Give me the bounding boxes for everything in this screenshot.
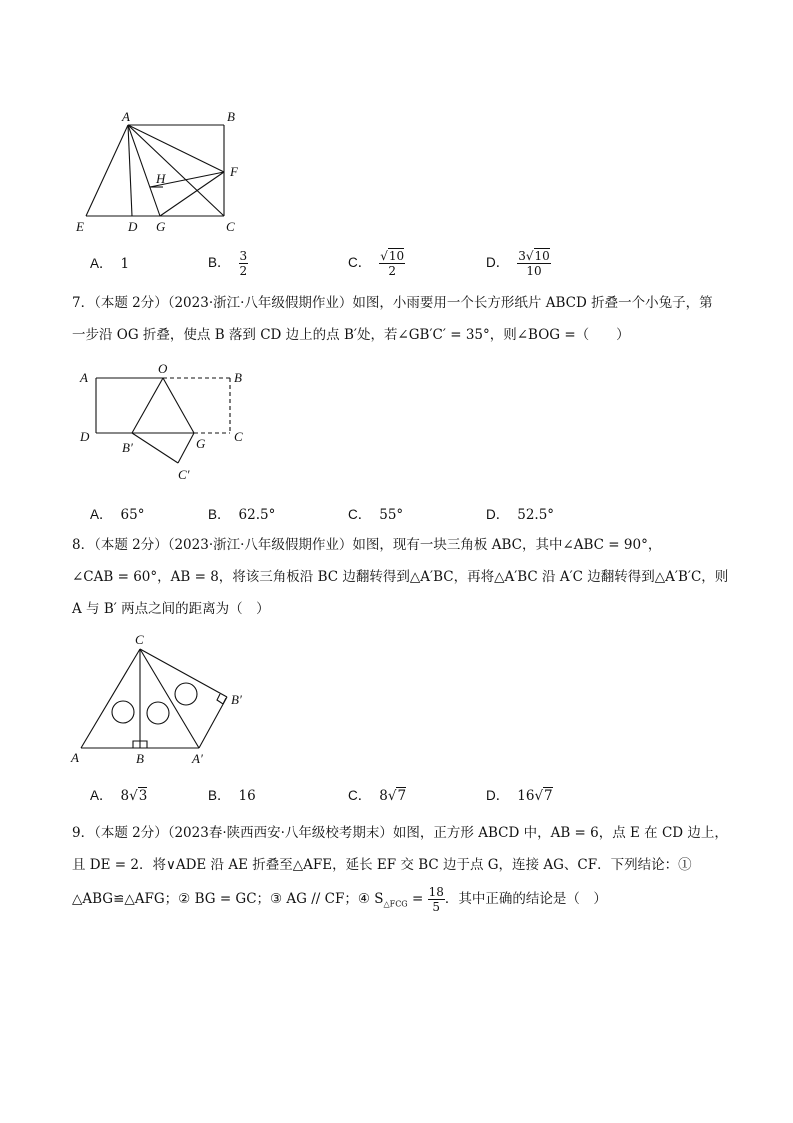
q8-option-c[interactable]: C． 8√7 — [348, 788, 407, 804]
q8-label-b-prime: B′ — [231, 692, 242, 707]
q6-label-c: C — [226, 219, 235, 234]
q6-label-d: D — [128, 219, 138, 234]
q8-label-b: B — [136, 751, 144, 766]
q8-text-line2: ∠CAB = 60°，AB = 8，将该三角板沿 BC 边翻转得到△A′BC，再将△A′BC 沿 A′C 边翻转得到△A′B′C，则 — [72, 569, 729, 585]
q6-option-d[interactable]: D． $\frac{3√10}{10}$ — [486, 249, 550, 278]
q6-label-h: H — [156, 171, 166, 186]
q8-figure — [65, 630, 255, 770]
q6-option-b[interactable]: B． $\frac{3}{2}$ — [208, 249, 248, 278]
q6-label-g: G — [156, 219, 166, 234]
q8-option-d[interactable]: D． 16√7 — [486, 788, 553, 804]
q7-option-c[interactable]: C． 55° — [348, 507, 404, 523]
q9-text-line2: 且 DE = 2．将∨ADE 沿 AE 折叠至△AFE，延长 EF 交 BC 边于点 G，连接 AG、CF．下列结论：① — [72, 857, 692, 873]
q6-label-b: B — [227, 109, 235, 124]
q7-label-c-prime: C′ — [178, 467, 190, 482]
q9-text-line3: △ABG≌△AFG；② BG = GC；③ AG // CF；④ $S_{\triangle FCG}$ = $\frac{18}{5}$ ．其中正确的结论是（ ） — [72, 885, 607, 914]
q7-text-line1: 7．（本题 2分）（2023·浙江·八年级假期作业）如图，小雨要用一个长方形纸片 ABCD 折叠一个小兔子，第 — [72, 295, 713, 311]
q6-option-d-fraction: $\frac{3√10}{10}$ — [518, 249, 550, 278]
q6-label-f: F — [230, 164, 238, 179]
q6-label-e: E — [76, 219, 84, 234]
q8-option-a[interactable]: A． 8√3 — [90, 788, 148, 804]
q7-label-c: C — [234, 429, 243, 444]
q7-text-line2: 一步沿 OG 折叠，使点 B 落到 CD 边上的点 B′处，若∠GB′C′ = 35°，则∠BOG =（ ） — [72, 327, 630, 343]
q8-label-a: A — [71, 750, 79, 765]
q7-label-g: G — [196, 436, 206, 451]
q6-option-b-fraction: $\frac{3}{2}$ — [239, 249, 248, 278]
q8-label-a-prime: A′ — [192, 751, 203, 766]
q8-label-c: C — [135, 632, 144, 647]
q6-option-c[interactable]: C． $\frac{√10}{2}$ — [348, 249, 405, 278]
q7-label-b-prime: B′ — [122, 440, 133, 455]
q8-text-line3: A 与 B′ 两点之间的距离为（ ） — [72, 601, 270, 617]
q7-option-a[interactable]: A． 65° — [90, 507, 145, 523]
q6-label-a: A — [122, 109, 130, 124]
q7-options — [90, 505, 610, 531]
q9-text-line1: 9．（本题 2分）（2023春·陕西西安·八年级校考期末）如图，正方形 ABCD 中，AB = 6，点 E 在 CD 边上， — [72, 825, 728, 841]
q6-option-a-value: 1 — [120, 256, 130, 272]
q8-option-b[interactable]: B． 16 — [208, 788, 256, 804]
q7-option-b[interactable]: B． 62.5° — [208, 507, 276, 523]
q9-fraction: $\frac{18}{5}$ — [428, 885, 444, 914]
q9-area-subscript: △FCG — [383, 899, 408, 909]
q8-text-line1: 8．（本题 2分）（2023·浙江·八年级假期作业）如图，现有一块三角板 ABC，其中∠ABC = 90°， — [72, 537, 662, 553]
q7-option-d[interactable]: D． 52.5° — [486, 507, 555, 523]
q6-options — [90, 249, 610, 280]
q7-label-b: B — [234, 370, 242, 385]
q7-label-o: O — [158, 362, 168, 376]
q7-figure — [72, 362, 262, 487]
q7-label-d: D — [80, 429, 90, 444]
q8-options — [90, 786, 610, 812]
q6-option-a[interactable]: A． 1 — [90, 256, 130, 272]
q6-figure — [70, 105, 250, 235]
q7-label-a: A — [80, 370, 88, 385]
q6-option-c-fraction: $\frac{√10}{2}$ — [380, 249, 405, 278]
